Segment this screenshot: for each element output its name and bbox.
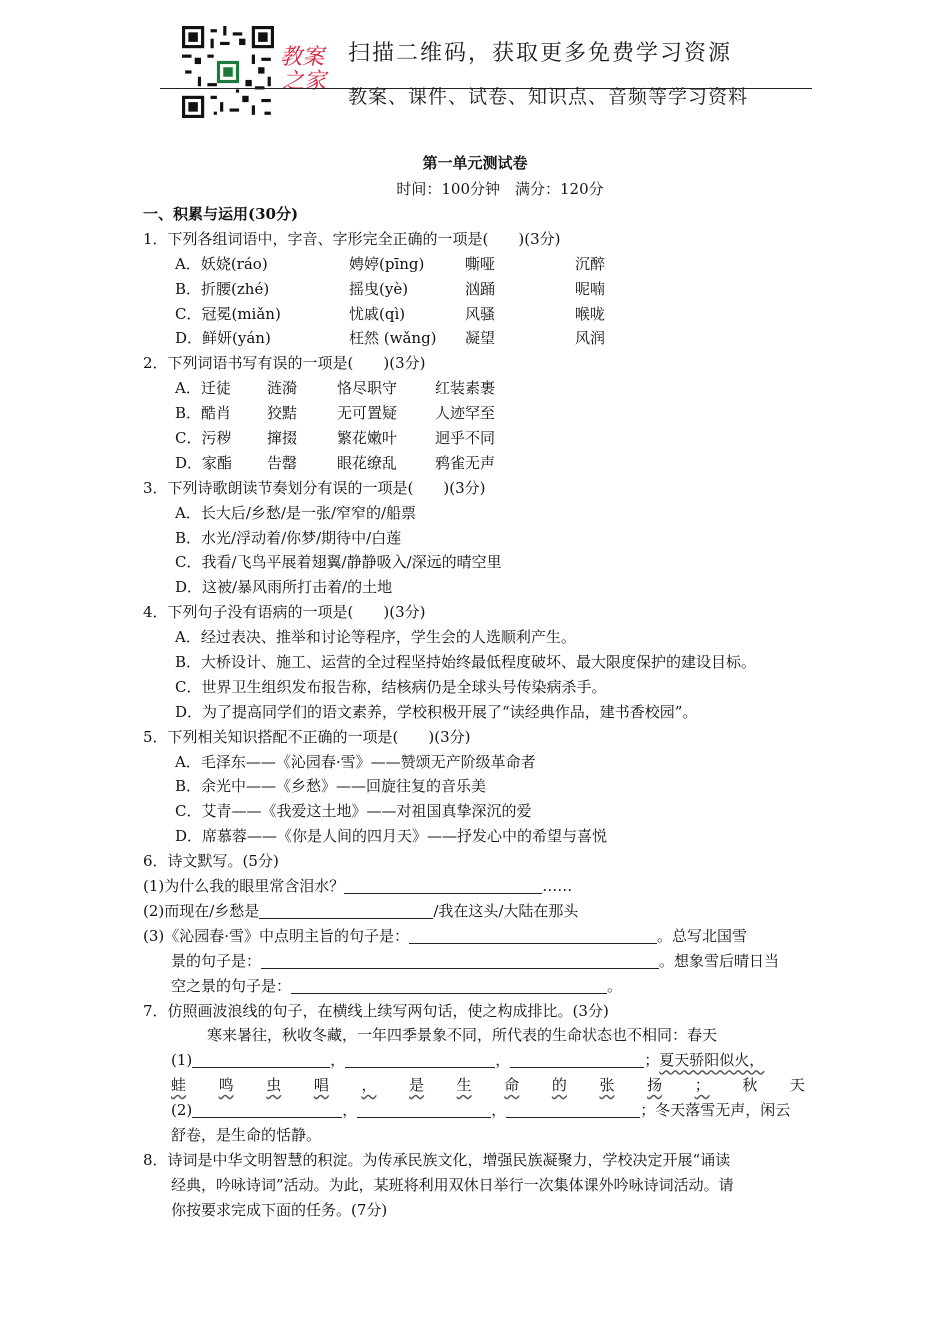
answer-blank[interactable] bbox=[357, 1101, 491, 1118]
answer-blank[interactable] bbox=[192, 1051, 330, 1068]
exam-content bbox=[143, 202, 823, 1223]
question-3-option-d: D．这被/暴风雨所打击着/的土地 bbox=[175, 578, 393, 597]
question-5-option-b: B．余光中——《乡愁》——回旋往复的音乐美 bbox=[175, 777, 487, 796]
question-3-stem: 3．下列诗歌朗读节奏划分有误的一项是( )(3分) bbox=[143, 478, 486, 497]
question-5-option-c: C．艾青——《我爱这土地》——对祖国真挚深沉的爱 bbox=[175, 802, 532, 821]
question-2-stem: 2．下列词语书写有误的一项是( )(3分) bbox=[143, 354, 426, 373]
question-8-stem: 8．诗词是中华文明智慧的积淀。为传承民族文化，增强民族凝聚力，学校决定开展“诵读 bbox=[143, 1150, 731, 1169]
question-4-option-c: C．世界卫生组织发布报告称，结核病仍是全球头号传染病杀手。 bbox=[175, 677, 607, 696]
question-2-option-c: C．污秽 撺掇 繁花嫩叶 迥乎不同 bbox=[175, 429, 496, 448]
question-3-option-a: A．长大后/乡愁/是一张/窄窄的/船票 bbox=[175, 503, 417, 522]
answer-blank[interactable] bbox=[344, 877, 542, 894]
question-4-option-d: D．为了提高同学们的语文素养，学校积极开展了“读经典作品，建书香校园”。 bbox=[175, 702, 698, 721]
question-5-stem: 5．下列相关知识搭配不正确的一项是( )(3分) bbox=[143, 727, 471, 746]
question-4-stem: 4．下列句子没有语病的一项是( )(3分) bbox=[143, 603, 426, 622]
brand-logo: 教案 之家 bbox=[280, 45, 327, 94]
question-1-option-b: B．折腰(zhé) 摇曳(yè) 汹踊 呢喃 bbox=[175, 279, 606, 298]
question-4-option-b: B．大桥设计、施工、运营的全过程坚持始终最低程度破坏、最大限度保护的建设目标。 bbox=[175, 653, 757, 672]
question-6-part-2: (2)而现在/乡愁是 /我在这头/大陆在那头 bbox=[143, 901, 579, 920]
header-banner bbox=[160, 18, 820, 130]
question-8-stem-cont: 经典，吟咏诗词”活动。为此，某班将利用双休日举行一次集体课外吟咏诗词活动。请 bbox=[171, 1175, 734, 1194]
answer-blank[interactable] bbox=[510, 1051, 644, 1068]
answer-blank[interactable] bbox=[409, 927, 657, 944]
banner-slogan: 扫描二维码，获取更多免费学习资源 bbox=[348, 41, 733, 66]
question-6-part-3: (3)《沁园春·雪》中点明主旨的句子是： 。总写北国雪 bbox=[143, 926, 748, 945]
question-7-line-4: 舒卷，是生命的恬静。 bbox=[171, 1125, 322, 1144]
question-7-line-1: (1) ， ， ；夏天骄阳似火， bbox=[171, 1051, 765, 1070]
question-7-intro: 寒来暑往，秋收冬藏，一年四季景象不同，所代表的生命状态也不相同：春天 bbox=[207, 1026, 718, 1045]
question-8-stem-end: 你按要求完成下面的任务。(7分) bbox=[171, 1200, 388, 1219]
page-title: 第一单元测试卷 bbox=[422, 154, 528, 172]
answer-blank[interactable] bbox=[259, 902, 433, 919]
question-3-option-c: C．我看/飞鸟平展着翅翼/静静吸入/深远的晴空里 bbox=[175, 553, 502, 572]
banner-subslogan: 教案、课件、试卷、知识点、音频等学习资料 bbox=[348, 86, 749, 108]
exam-meta: 时间：100分钟 满分：120分 bbox=[396, 180, 604, 198]
question-5-option-a: A．毛泽东——《沁园春·雪》——赞颂无产阶级革命者 bbox=[175, 752, 536, 771]
question-7-line-2: 蛙 鸣 虫 唱 ， 是 生 命 的 张 扬 ； 秋 天 bbox=[171, 1076, 805, 1095]
question-6-part-3-cont: 景的句子是： 。想象雪后晴日当 bbox=[171, 951, 780, 970]
question-2-option-a: A．迁徒 涟漪 恪尽职守 红装素裹 bbox=[175, 379, 496, 398]
question-2-option-b: B．酷肖 狡黠 无可置疑 人迹罕至 bbox=[175, 404, 496, 423]
question-5-option-d: D．席慕蓉——《你是人间的四月天》——抒发心中的希望与喜悦 bbox=[175, 827, 608, 846]
question-7-stem: 7．仿照画波浪线的句子，在横线上续写两句话，使之构成排比。(3分) bbox=[143, 1001, 609, 1020]
answer-blank[interactable] bbox=[506, 1101, 640, 1118]
answer-blank[interactable] bbox=[192, 1101, 342, 1118]
question-1-option-d: D．鲜妍(yán) 枉然 (wǎng) 凝望 风润 bbox=[175, 329, 606, 348]
question-2-option-d: D．家酯 告罄 眼花缭乱 鸦雀无声 bbox=[175, 453, 496, 472]
question-3-option-b: B．水光/浮动着/你梦/期待中/白莲 bbox=[175, 528, 402, 547]
question-1-option-a: A．妖娆(ráo) 娉婷(pīng) 嘶哑 沉醉 bbox=[175, 254, 606, 273]
question-6-part-3-end: 空之景的句子是： 。 bbox=[171, 976, 623, 995]
section-heading: 一、积累与运用(30分) bbox=[143, 205, 299, 223]
answer-blank[interactable] bbox=[261, 952, 659, 969]
question-6-part-1: (1)为什么我的眼里常含泪水？ …… bbox=[143, 877, 573, 896]
qr-code-icon bbox=[182, 26, 274, 118]
question-4-option-a: A．经过表决、推举和讨论等程序，学生会的人选顺利产生。 bbox=[175, 628, 576, 647]
question-7-line-3: (2) ， ， ；冬天落雪无声，闲云 bbox=[171, 1101, 791, 1120]
question-1-option-c: C．冠冕(miǎn) 忧戚(qì) 风骚 喉咙 bbox=[175, 304, 606, 323]
question-1-stem: 1．下列各组词语中，字音、字形完全正确的一项是( )(3分) bbox=[143, 229, 561, 248]
answer-blank[interactable] bbox=[291, 977, 607, 994]
question-6-stem: 6．诗文默写。(5分) bbox=[143, 852, 279, 871]
answer-blank[interactable] bbox=[345, 1051, 495, 1068]
